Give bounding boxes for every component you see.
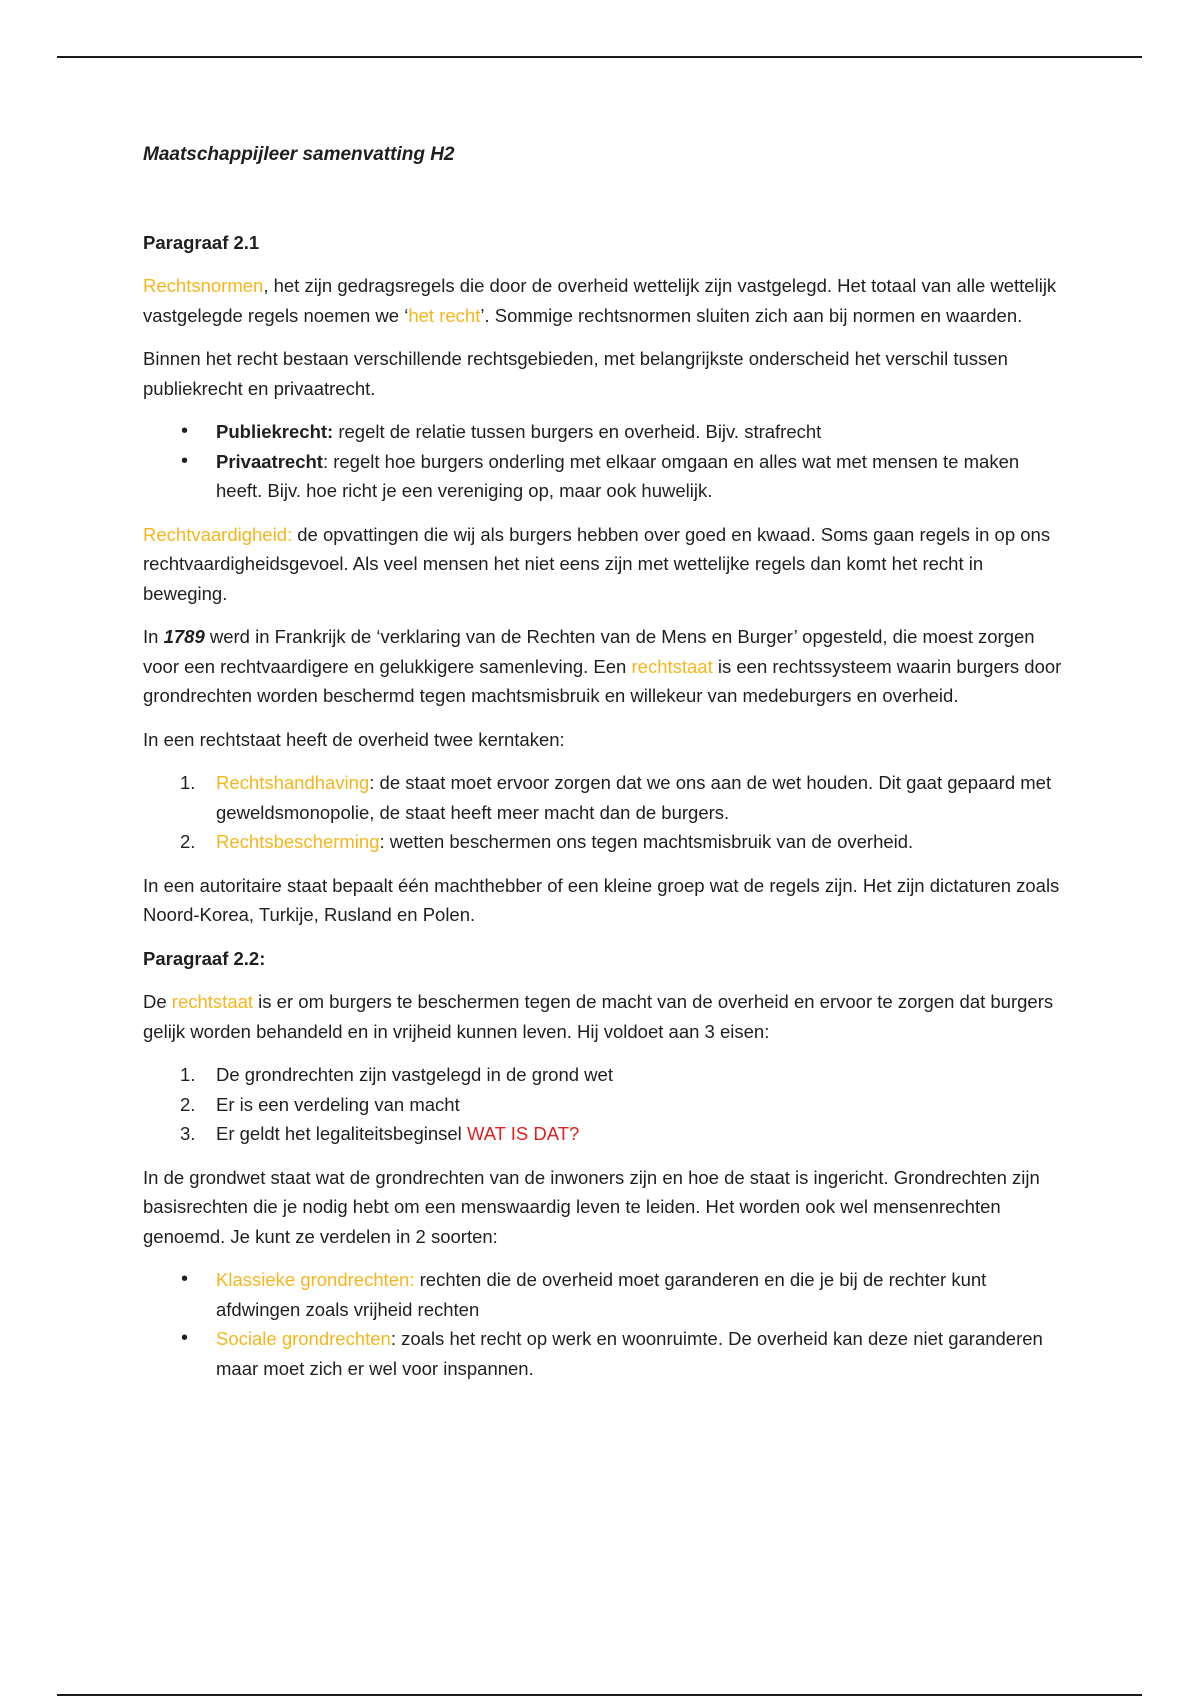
- paragraph-1789: [143, 622, 1063, 711]
- year-1789: 1789: [163, 626, 205, 647]
- text-span: Er geldt het legaliteitsbeginsel: [216, 1123, 467, 1144]
- text-span: werd in Frankrijk de ‘verklaring van de Rechten van de Mens en Burger’ opgesteld, die moest zorgen voor een rechtvaardigere en gelukkigere samenleving. Een: [143, 626, 1035, 677]
- list-number: 3.: [180, 1123, 196, 1144]
- list-item: [216, 1265, 1063, 1324]
- text-span: : regelt hoe burgers onderling met elkaar omgaan en alles wat met mensen te maken heeft. Bijv. hoe richt je een vereniging op, maar ook huwelijk.: [216, 450, 1020, 501]
- text-span: : de staat moet ervoor zorgen dat we ons aan de wet houden. Dit gaat gepaard met geweldsmonopolie, de staat heeft meer macht dan de burgers.: [216, 772, 1052, 823]
- term-privaatrecht: Privaatrecht: [216, 450, 323, 472]
- list-item: [180, 1119, 1063, 1149]
- text-span: De: [143, 991, 172, 1012]
- paragraph-grondwet: In de grondwet staat wat de grondrechten van de inwoners zijn en hoe de staat is ingericht. Grondrechten zijn basisrechten die je nodig hebt om een menswaardig leven te leiden. Het worden ook wel mensenrechten genoemd. Je kunt ze verdelen in 2 soorten:: [143, 1166, 1040, 1247]
- term-rechtsnormen: Rechtsnormen: [143, 275, 264, 296]
- list-item: [216, 447, 1063, 506]
- term-het-recht: het recht: [408, 304, 481, 326]
- note-wat-is-dat: WAT IS DAT?: [466, 1123, 580, 1144]
- paragraph-autoritaire-staat: In een autoritaire staat bepaalt één machthebber of een kleine groep wat de regels zijn. Het zijn dictaturen zoals Noord-Korea, Turkije, Rusland en Polen.: [143, 874, 1060, 925]
- text-span: regelt de relatie tussen burgers en overheid. Bijv. strafrecht: [333, 421, 822, 442]
- text-span: , het zijn gedragsregels die door de overheid wettelijk zijn vastgelegd. Het totaal van alle wettelijk vastgelegde regels noemen we ‘: [143, 275, 1057, 326]
- list-number: 1.: [180, 772, 196, 793]
- text-span: Er is een verdeling van macht: [216, 1093, 460, 1115]
- paragraph-rechtstaat-eisen: [143, 987, 1063, 1046]
- text-span: ’. Sommige rechtsnormen sluiten zich aan bij normen en waarden.: [480, 304, 1023, 326]
- document-body: [143, 140, 1063, 1397]
- bullet-list-grondrechten: [143, 1265, 1063, 1383]
- list-item: [180, 768, 1063, 827]
- term-sociale-grondrechten: Sociale grondrechten: [216, 1328, 391, 1349]
- text-span: : wetten beschermen ons tegen machtsmisbruik van de overheid.: [379, 831, 914, 852]
- bullet-list-rechtsgebieden: [143, 417, 1063, 506]
- list-number: 2.: [180, 1093, 196, 1115]
- term-rechtstaat: rechtstaat: [631, 655, 713, 677]
- term-publiekrecht: Publiekrecht:: [216, 421, 334, 442]
- text-span: de opvattingen die wij als burgers hebben over goed en kwaad. Soms gaan regels in op ons rechtvaardigheidsgevoel. Als veel mensen het niet eens zijn met wettelijke regels dan komt het recht in beweging.: [143, 523, 1051, 604]
- footer-rule: [57, 1694, 1142, 1696]
- section-heading-2-1: Paragraaf 2.1: [143, 231, 260, 253]
- text-span: rechten die de overheid moet garanderen en die je bij de rechter kunt afdwingen zoals vrijheid rechten: [216, 1269, 987, 1320]
- list-number: 2.: [180, 831, 196, 852]
- document-title: Maatschappijleer samenvatting H2: [143, 144, 455, 165]
- text-span: is er om burgers te beschermen tegen de macht van de overheid en ervoor te zorgen dat burgers gelijk worden behandeld en in vrijheid kunnen leven. Hij voldoet aan 3 eisen:: [143, 991, 1054, 1042]
- list-item: [216, 1324, 1063, 1383]
- text-span: is een rechtssysteem waarin burgers door grondrechten worden beschermd tegen machtsmisbruik en willekeur van medeburgers en overheid.: [143, 655, 1062, 706]
- list-item: [216, 417, 1063, 447]
- numbered-list-kerntaken: [143, 768, 1063, 857]
- term-rechtvaardigheid: Rechtvaardigheid:: [143, 523, 293, 545]
- term-rechtshandhaving: Rechtshandhaving: [216, 772, 370, 793]
- text-span: : zoals het recht op werk en woonruimte. De overheid kan deze niet garanderen maar moet zich er wel voor inspannen.: [216, 1328, 1043, 1379]
- text-span: De grondrechten zijn vastgelegd in de grond wet: [216, 1064, 613, 1085]
- list-item: [180, 1090, 1063, 1120]
- text-span: In: [143, 626, 164, 647]
- paragraph-kerntaken: In een rechtstaat heeft de overheid twee kerntaken:: [143, 728, 565, 750]
- paragraph-rechtsgebieden: Binnen het recht bestaan verschillende rechtsgebieden, met belangrijkste onderscheid het verschil tussen publiekrecht en privaatrecht.: [143, 348, 1008, 399]
- term-rechtsbescherming: Rechtsbescherming: [216, 831, 380, 852]
- paragraph-rechtsnormen: [143, 271, 1063, 330]
- paragraph-rechtvaardigheid: [143, 520, 1063, 609]
- term-rechtstaat-2: rechtstaat: [171, 991, 254, 1012]
- list-number: 1.: [180, 1064, 196, 1085]
- numbered-list-eisen: [143, 1060, 1063, 1149]
- section-heading-2-2: Paragraaf 2.2:: [143, 947, 266, 969]
- list-item: [180, 1060, 1063, 1090]
- term-klassieke-grondrechten: Klassieke grondrechten:: [216, 1269, 415, 1290]
- list-item: [180, 827, 1063, 857]
- header-rule: [57, 56, 1142, 58]
